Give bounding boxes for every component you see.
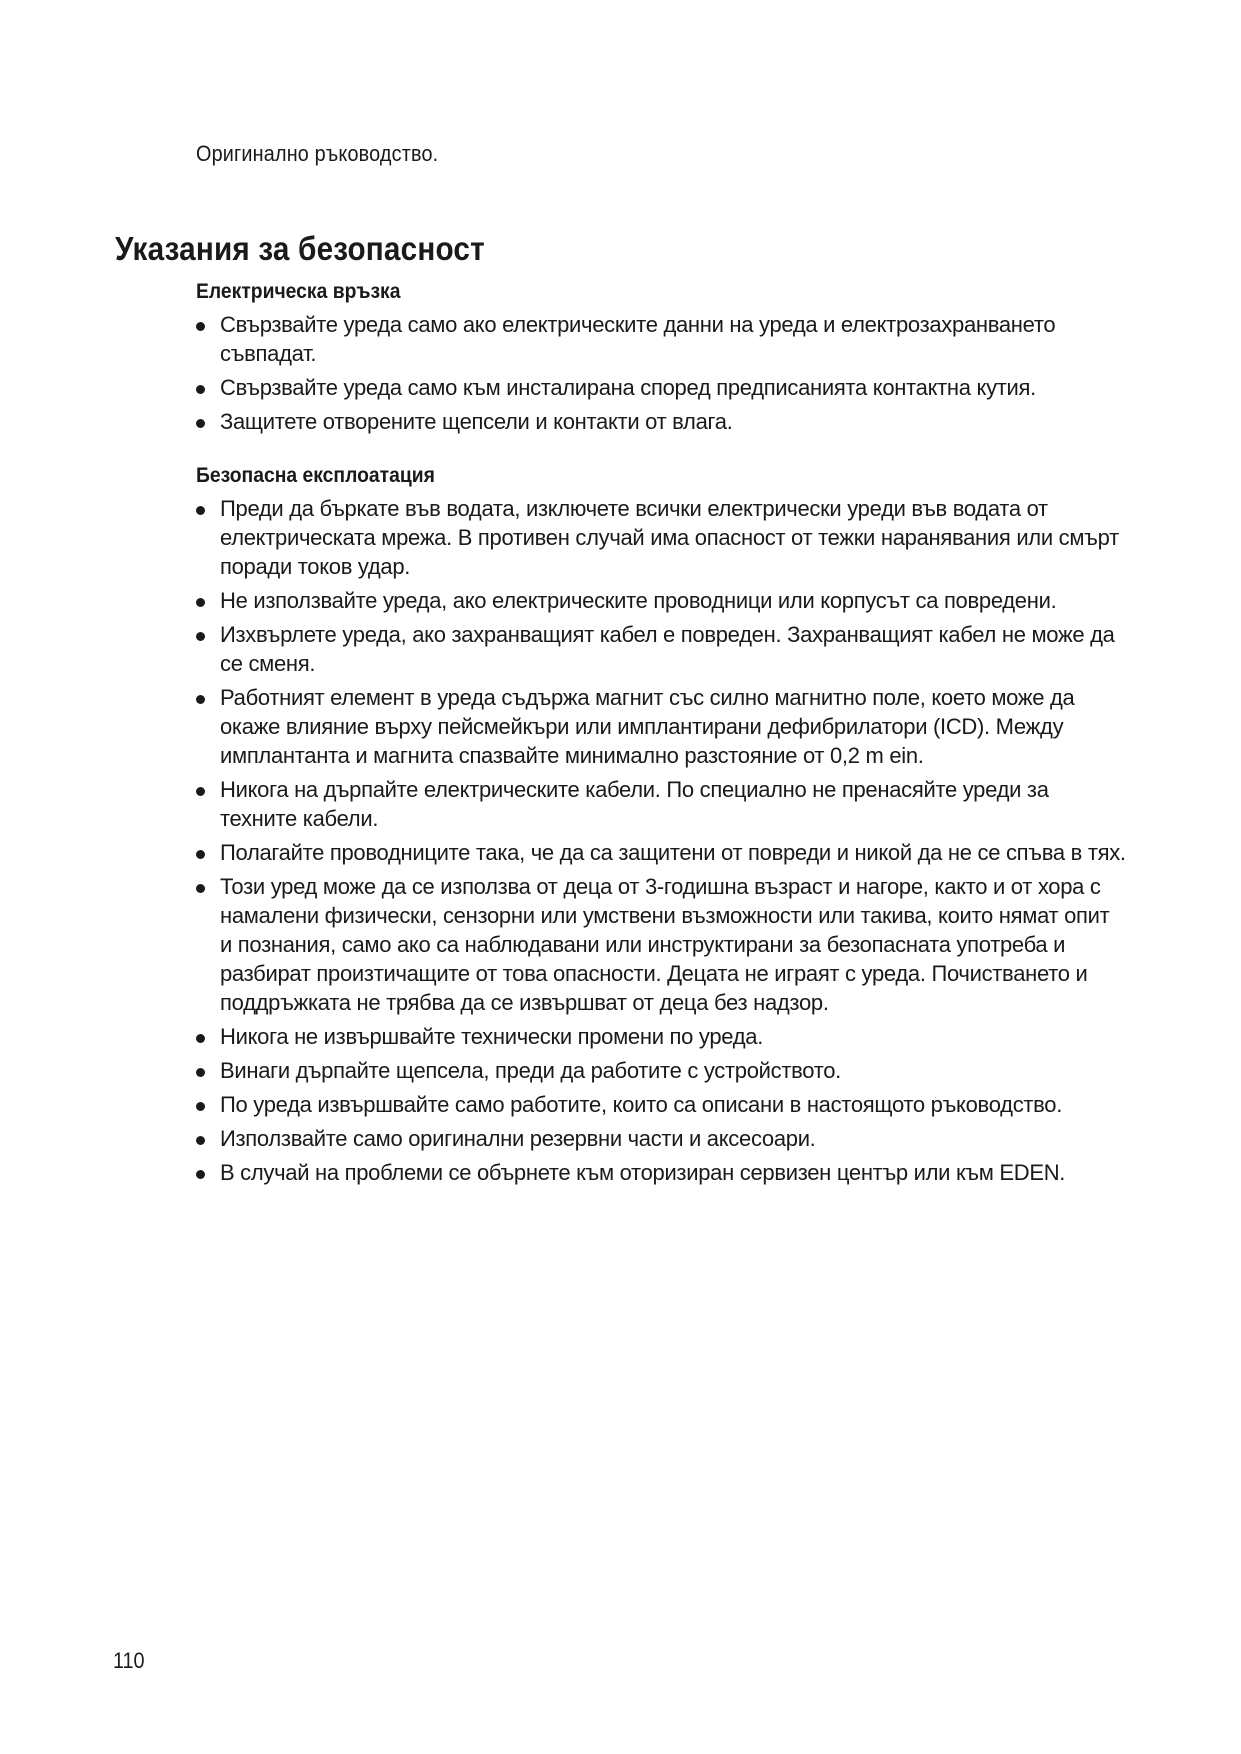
list-item: Свързвайте уреда само към инсталирана според предписанията контактна кутия. — [196, 373, 1126, 402]
section-safe-operation — [196, 464, 1126, 1192]
bullet-icon — [196, 695, 205, 704]
page-heading: Указания за безопасност — [115, 230, 485, 267]
bullet-icon — [196, 322, 205, 331]
bullet-icon — [196, 850, 205, 859]
bullet-icon — [196, 1102, 205, 1111]
bullet-list — [196, 310, 1126, 436]
list-item: Полагайте проводниците така, че да са защитени от повреди и никой да не се спъва в тях. — [196, 838, 1126, 867]
bullet-icon — [196, 1170, 205, 1179]
bullet-icon — [196, 419, 205, 428]
bullet-icon — [196, 787, 205, 796]
list-item: В случай на проблеми се обърнете към оторизиран сервизен център или към EDEN. — [196, 1158, 1126, 1187]
list-item: Използвайте само оригинални резервни части и аксесоари. — [196, 1124, 1126, 1153]
list-item: Този уред може да се използва от деца от 3-годишна възраст и нагоре, както и от хора с намалени физически, сензорни или умствени възможности или такива, които нямат опит и познания, само ако са наблюдавани или инструктирани за безопасната употреба и разбират произтичащите от това опасности. Децата не играят с уреда. Почистването и поддръжката не трябва да се извършват от деца без надзор. — [196, 872, 1126, 1017]
list-item: По уреда извършвайте само работите, които са описани в настоящото ръководство. — [196, 1090, 1126, 1119]
bullet-icon — [196, 884, 205, 893]
bullet-icon — [196, 632, 205, 641]
bullet-icon — [196, 598, 205, 607]
section-electrical-connection — [196, 280, 1126, 441]
bullet-icon — [196, 1034, 205, 1043]
page-number: 110 — [113, 1648, 145, 1673]
section-title: Безопасна експлоатация — [196, 464, 435, 487]
list-item: Защитете отворените щепсели и контакти от влага. — [196, 407, 1126, 436]
list-item: Никога на дърпайте електрическите кабели. По специално не пренасяйте уреди за техните кабели. — [196, 775, 1126, 833]
bullet-icon — [196, 506, 205, 515]
list-item: Винаги дърпайте щепсела, преди да работите с устройството. — [196, 1056, 1126, 1085]
list-item: Никога не извършвайте технически промени по уреда. — [196, 1022, 1126, 1051]
list-item: Свързвайте уреда само ако електрическите данни на уреда и електрозахранването съвпадат. — [196, 310, 1126, 368]
bullet-icon — [196, 1136, 205, 1145]
intro-text: Оригинално ръководство. — [196, 141, 439, 166]
list-item: Преди да бъркате във водата, изключете всички електрически уреди във водата от електрическата мрежа. В противен случай има опасност от тежки наранявания или смърт поради токов удар. — [196, 494, 1126, 581]
bullet-icon — [196, 1068, 205, 1077]
section-title: Електрическа връзка — [196, 280, 401, 303]
list-item: Изхвърлете уреда, ако захранващият кабел е повреден. Захранващият кабел не може да се сменя. — [196, 620, 1126, 678]
bullet-icon — [196, 385, 205, 394]
list-item: Не използвайте уреда, ако електрическите проводници или корпусът са повредени. — [196, 586, 1126, 615]
list-item: Работният елемент в уреда съдържа магнит със силно магнитно поле, което може да окаже влияние върху пейсмейкъри или имплантирани дефибрилатори (ICD). Между имплантанта и магнита спазвайте минимално разстояние от 0,2 m ein. — [196, 683, 1126, 770]
bullet-list — [196, 494, 1126, 1187]
